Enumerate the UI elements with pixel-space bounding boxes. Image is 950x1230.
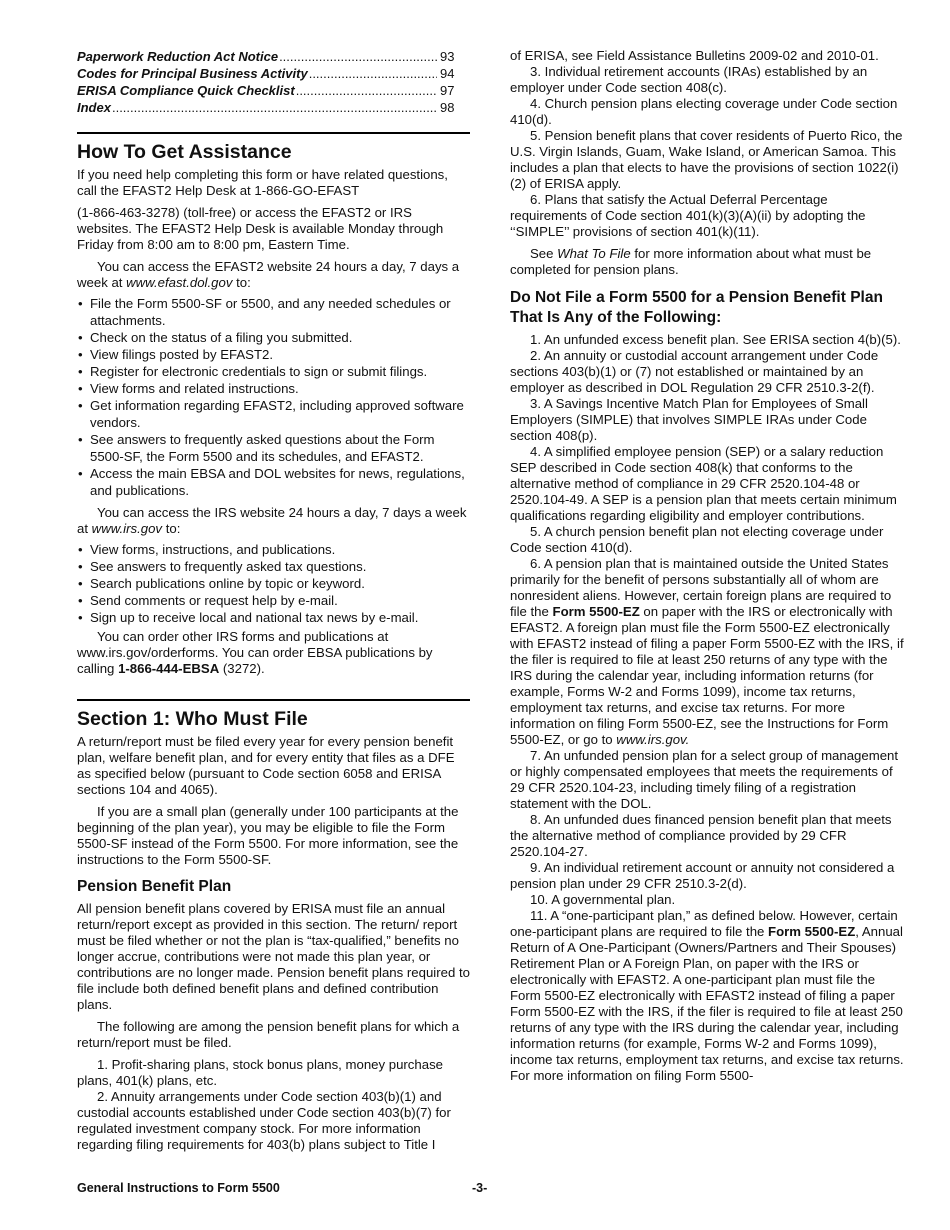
right-column [510,48,905,1084]
toc-page: 93 [440,49,455,64]
list-item: • Get information regarding EFAST2, including approved software vendors. [77,397,470,431]
toc-title: Paperwork Reduction Act Notice [77,49,279,64]
section1-heading: Section 1: Who Must File [77,708,308,730]
text: on paper with the IRS or electronically with EFAST2. A foreign plan must file the Form 5500-EZ electronically with EFAST2 instead of filing a paper Form 5500-EZ with the IRS, if the filer is required to file at least 250 returns of any type with the IRS during the calendar year, including information returns (for example, Forms W-2 and Forms 1099), income tax returns, employment tax returns, and excise tax returns. For more information on filing Form 5500-EZ, see the Instructions for Form 5500-EZ, or go to [510,604,904,747]
list-item: • See answers to frequently asked tax questions. [77,558,470,575]
see-what-to-file [510,246,905,278]
toc-leader [296,82,437,99]
assistance-paragraph: (1-866-463-3278) (toll-free) or access the EFAST2 or IRS websites. The EFAST2 Help Desk is available Monday through Friday from 8:00 am to 8:00 pm, Eastern Time. [77,205,444,252]
toc-title: Codes for Principal Business Activity [77,66,308,81]
toc-entry[interactable] [77,48,470,65]
text: See [530,246,558,261]
do-not-file-item: 3. A Savings Incentive Match Plan for Employees of Small Employers (SIMPLE) that involves SIMPLE IRAs under Code section 408(p). [510,396,868,443]
pension-paragraph: The following are among the pension benefit plans for which a return/report must be filed. [77,1019,460,1050]
section-divider [77,132,470,134]
efast-link[interactable]: www.efast.dol.gov [126,275,233,290]
pension-plan-heading: Pension Benefit Plan [77,878,232,895]
pension-item: 4. Church pension plans electing coverage under Code section 410(d). [510,96,898,127]
section1-paragraph: If you are a small plan (generally under 100 participants at the beginning of the plan year), you may be eligible to file the Form 5500-SF instead of the Form 5500. For more information, see the instructions to the Form 5500-SF. [77,804,459,867]
text: (3272). [219,661,265,676]
efast-list [77,295,470,499]
form-reference: Form 5500-EZ [552,604,640,619]
continued-text: of ERISA, see Field Assistance Bulletins 2009-02 and 2010-01. [510,48,879,63]
pension-item: 3. Individual retirement accounts (IRAs) established by an employer under Code section 408(c). [510,64,868,95]
list-item: • Search publications online by topic or keyword. [77,575,470,592]
do-not-file-heading: Do Not File a Form 5500 for a Pension Benefit Plan That Is Any of the Following: [510,289,883,326]
text: You can access the IRS website 24 hours a day, 7 days a week at [77,505,467,536]
page-number: -3- [472,1181,488,1195]
text: for more information about what must be completed for pension plans. [510,246,872,277]
list-item: • Check on the status of a filing you submitted. [77,329,470,346]
section1-paragraph: A return/report must be filed every year for every pension benefit plan, welfare benefit plan, and for every entity that files as a DFE as specified below (pursuant to Code section 6058 and ERISA sections 104 and 4065). [77,734,455,797]
toc-leader [309,65,437,82]
irs-link[interactable]: www.irs.gov. [616,732,690,747]
toc-leader [112,99,437,116]
pension-item: 2. Annuity arrangements under Code section 403(b)(1) and custodial accounts established under Code section 403(b)(7) for regulated investment company stock. For more information regarding filing requirements for 403(b) plans subject to Title I [77,1089,451,1152]
do-not-file-item [510,556,905,748]
list-item: • File the Form 5500-SF or 5500, and any needed schedules or attachments. [77,295,470,329]
toc-page: 98 [440,100,455,115]
text: 6. A pension plan that is maintained outside the United States primarily for the benefit of persons substantially all of whom are nonresident aliens. However, certain foreign plans are required to file the [510,556,892,619]
text: , Annual Return of A One-Participant (Owners/Partners and Their Spouses) Retirement Plan or A Foreign Plan, on paper with the IRS or electronically with EFAST2. A one-participant plan must file the Form 5500-EZ electronically with EFAST2 instead of filing a paper Form 5500-EZ with the IRS, if the filer is required to file at least 250 returns of any type with the IRS during the calendar year, including information returns (for example, Forms W-2 and Forms 1099), income tax returns, employment tax returns, and excise tax returns. For more information on filing Form 5500- [510,924,904,1083]
text: to: [162,521,181,536]
toc-title: ERISA Compliance Quick Checklist [77,83,295,98]
assistance-heading: How To Get Assistance [77,141,292,163]
list-item: • Sign up to receive local and national tax news by e-mail. [77,609,470,626]
do-not-file-item: 9. An individual retirement account or annuity not considered a pension plan under 29 CFR 2510.3-2(d). [510,860,895,891]
list-item: • Access the main EBSA and DOL websites for news, regulations, and publications. [77,465,470,499]
list-item: • See answers to frequently asked questions about the Form 5500-SF, the Form 5500 and its schedules, and EFAST2. [77,431,470,465]
ebsa-phone: 1-866-444-EBSA [118,661,220,676]
assistance-paragraph: If you need help completing this form or have related questions, call the EFAST2 Help Desk at 1-866-GO-EFAST [77,167,448,198]
do-not-file-item [510,908,905,1084]
do-not-file-item: 2. An annuity or custodial account arrangement under Code sections 403(b)(1) or (7) not established or maintained by an employer as described in DOL Regulation 29 CFR 2510.3-2(f). [510,348,879,395]
what-to-file-reference[interactable]: What To File [557,246,631,261]
do-not-file-item: 4. A simplified employee pension (SEP) or a salary reduction SEP described in Code section 408(k) that conforms to the alternative method of compliance in 29 CFR 2520.104-48 or 2520.104-49. A SEP is a pension plan that meets certain minimum qualifications regarding eligibility and employer contributions. [510,444,897,523]
left-column [77,48,470,1153]
list-item: • View filings posted by EFAST2. [77,346,470,363]
toc-entry[interactable] [77,82,470,99]
pension-item: 6. Plans that satisfy the Actual Deferral Percentage requirements of Code section 401(k)(3)(A)(ii) by adopting the ‘‘SIMPLE’’ provisions of section 401(k)(11). [510,192,866,239]
pension-item: 5. Pension benefit plans that cover residents of Puerto Rico, the U.S. Virgin Islands, Guam, Wake Island, or American Samoa. This includes a plan that elects to have the provisions of section 1022(i)(2) of ERISA apply. [510,128,903,191]
text: You can order other IRS forms and publications at www.irs.gov/orderforms. You can order EBSA publications by calling [77,629,433,676]
pension-paragraph: All pension benefit plans covered by ERISA must file an annual return/report except as provided in this section. The return/ report must be filed whether or not the plan is “tax-qualified,” benefits no longer accrue, contributions were not made this plan year, or contributions are no longer made. Pension benefit plans required to file include both defined benefit plans and defined contribution plans. [77,901,470,1012]
toc-leader [279,48,437,65]
do-not-file-item: 7. An unfunded pension plan for a select group of management or highly compensated employees that meets the requirements of 29 CFR 2520.104-23, including timely filing of a registration statement with the DOL. [510,748,899,811]
irs-access-paragraph [77,505,470,537]
list-item: • View forms and related instructions. [77,380,470,397]
text: to: [232,275,251,290]
pension-item: 1. Profit-sharing plans, stock bonus plans, money purchase plans, 401(k) plans, etc. [77,1057,443,1088]
footer-title: General Instructions to Form 5500 [77,1181,280,1195]
toc-title: Index [77,100,111,115]
do-not-file-item: 8. An unfunded dues financed pension benefit plan that meets the alternative method of compliance provided by 29 CFR 2520.104-27. [510,812,892,859]
list-item: • Register for electronic credentials to sign or submit filings. [77,363,470,380]
irs-list [77,541,470,626]
toc-entry[interactable] [77,65,470,82]
section-divider [77,699,470,701]
do-not-file-item: 5. A church pension benefit plan not electing coverage under Code section 410(d). [510,524,884,555]
toc-page: 97 [440,83,455,98]
toc-page: 94 [440,66,455,81]
do-not-file-item: 10. A governmental plan. [530,892,676,907]
text: 11. A “one-participant plan,” as defined below. However, certain one-participant plans are required to file the [510,908,898,939]
order-paragraph [77,629,470,677]
efast-access-paragraph [77,259,470,291]
table-of-contents [77,48,470,116]
do-not-file-item: 1. An unfunded excess benefit plan. See ERISA section 4(b)(5). [530,332,901,347]
list-item: • Send comments or request help by e-mail. [77,592,470,609]
irs-link[interactable]: www.irs.gov [91,521,163,536]
form-reference: Form 5500-EZ [768,924,856,939]
text: You can access the EFAST2 website 24 hours a day, 7 days a week at [77,259,460,290]
list-item: • View forms, instructions, and publications. [77,541,470,558]
toc-entry[interactable] [77,99,470,116]
